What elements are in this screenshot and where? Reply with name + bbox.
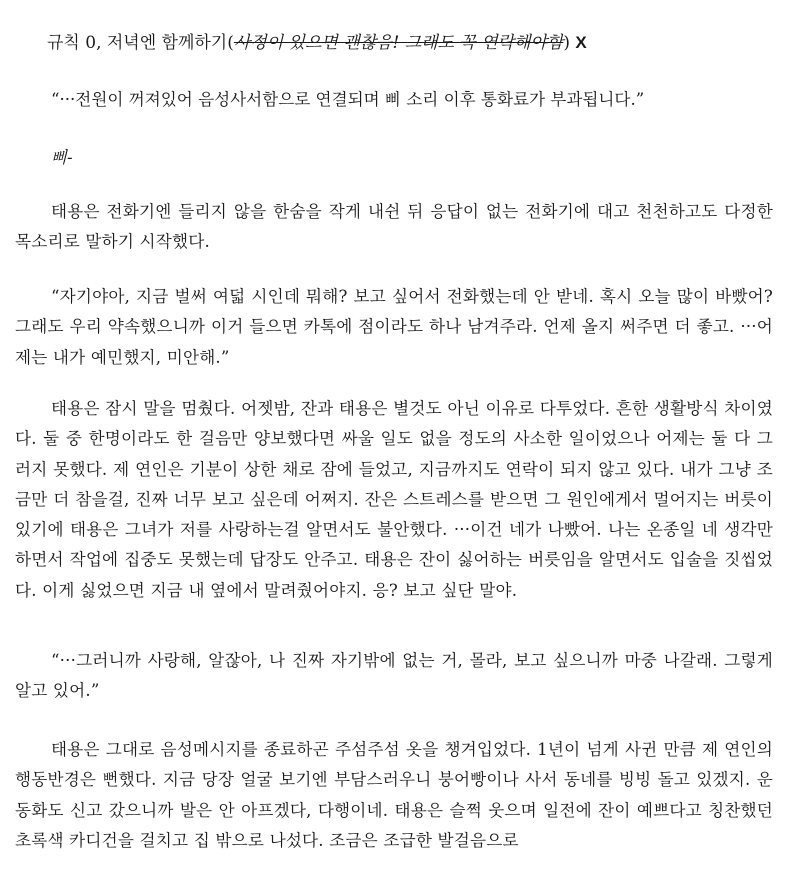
beep-line: 삐-	[51, 148, 73, 167]
rule-title-struck: 사정이 있으면 괜찮음! 그래도 꼭 연락해야함	[233, 33, 564, 53]
rule-title-prefix: 규칙 0, 저녁엔 함께하기(	[47, 33, 234, 53]
paragraph-5: 태용은 그대로 음성메시지를 종료하곤 주섬주섬 옷을 챙겨입었다. 1년이 넘게 사귄 만큼 제 연인의 행동반경은 뻔했다. 지금 당장 얼굴 보기엔 부담스러우니 붕어빵이나 사서 동네를 빙빙 돌고 있겠지. 운동화도 신고 갔으니까 발은 안 아프겠다, 다행이네. 태용은 슬쩍 웃으며 일전에 잔이 예쁘다고 칭찬했던 초록색 카디건을 걸치고 집 밖으로 나섰다. 조금은 조급한 발걸음으로	[15, 740, 773, 850]
paragraph-1: 태용은 전화기엔 들리지 않을 한숨을 작게 내쉰 뒤 응답이 없는 전화기에 대고 천천하고도 다정한 목소리로 말하기 시작했다.	[15, 202, 773, 252]
paragraph-2: “자기야아, 지금 벌써 여덟 시인데 뭐해? 보고 싶어서 전화했는데 안 받네. 혹시 오늘 많이 바빴어? 그래도 우리 약속했으니까 이거 들으면 카톡에 점이라도 하나 남겨주라. 언제 올지 써주면 더 좋고. ···어제는 내가 예민했지, 미안해.”	[15, 287, 773, 367]
rule-title-suffix: )	[563, 33, 570, 53]
paragraph-4: “···그러니까 사랑해, 알잖아, 나 진짜 자기밖에 없는 거, 몰라, 보고 싶으니까 마중 나갈래. 그렇게 알고 있어.”	[15, 651, 773, 701]
voicemail-notice: “···전원이 꺼져있어 음성사서함으로 연결되며 삐 소리 이후 통화료가 부과됩니다.”	[51, 90, 645, 109]
rule-title	[47, 31, 587, 55]
rule-x-mark: X	[575, 33, 587, 52]
paragraph-3: 태용은 잠시 말을 멈췄다. 어젯밤, 잔과 태용은 별것도 아닌 이유로 다투었다. 흔한 생활방식 차이였다. 둘 중 한명이라도 한 걸음만 양보했다면 싸울 일도 없을 정도의 사소한 일이었으나 어제는 둘 다 그러지 못했다. 제 연인은 기분이 상한 채로 잠에 들었고, 지금까지도 연락이 되지 않고 있다. 내가 그냥 조금만 더 참을걸, 진짜 너무 보고 싶은데 어쩌지. 잔은 스트레스를 받으면 그 원인에게서 멀어지는 버릇이 있기에 태용은 그녀가 저를 사랑하는걸 알면서도 불안했다. ···이건 네가 나빴어. 나는 온종일 네 생각만 하면서 작업에 집중도 못했는데 답장도 안주고. 태용은 잔이 싫어하는 버릇임을 알면서도 입술을 짓씹었다. 이게 싫었으면 지금 내 옆에서 말려줬어야지. 응? 보고 싶단 말야.	[15, 399, 773, 600]
